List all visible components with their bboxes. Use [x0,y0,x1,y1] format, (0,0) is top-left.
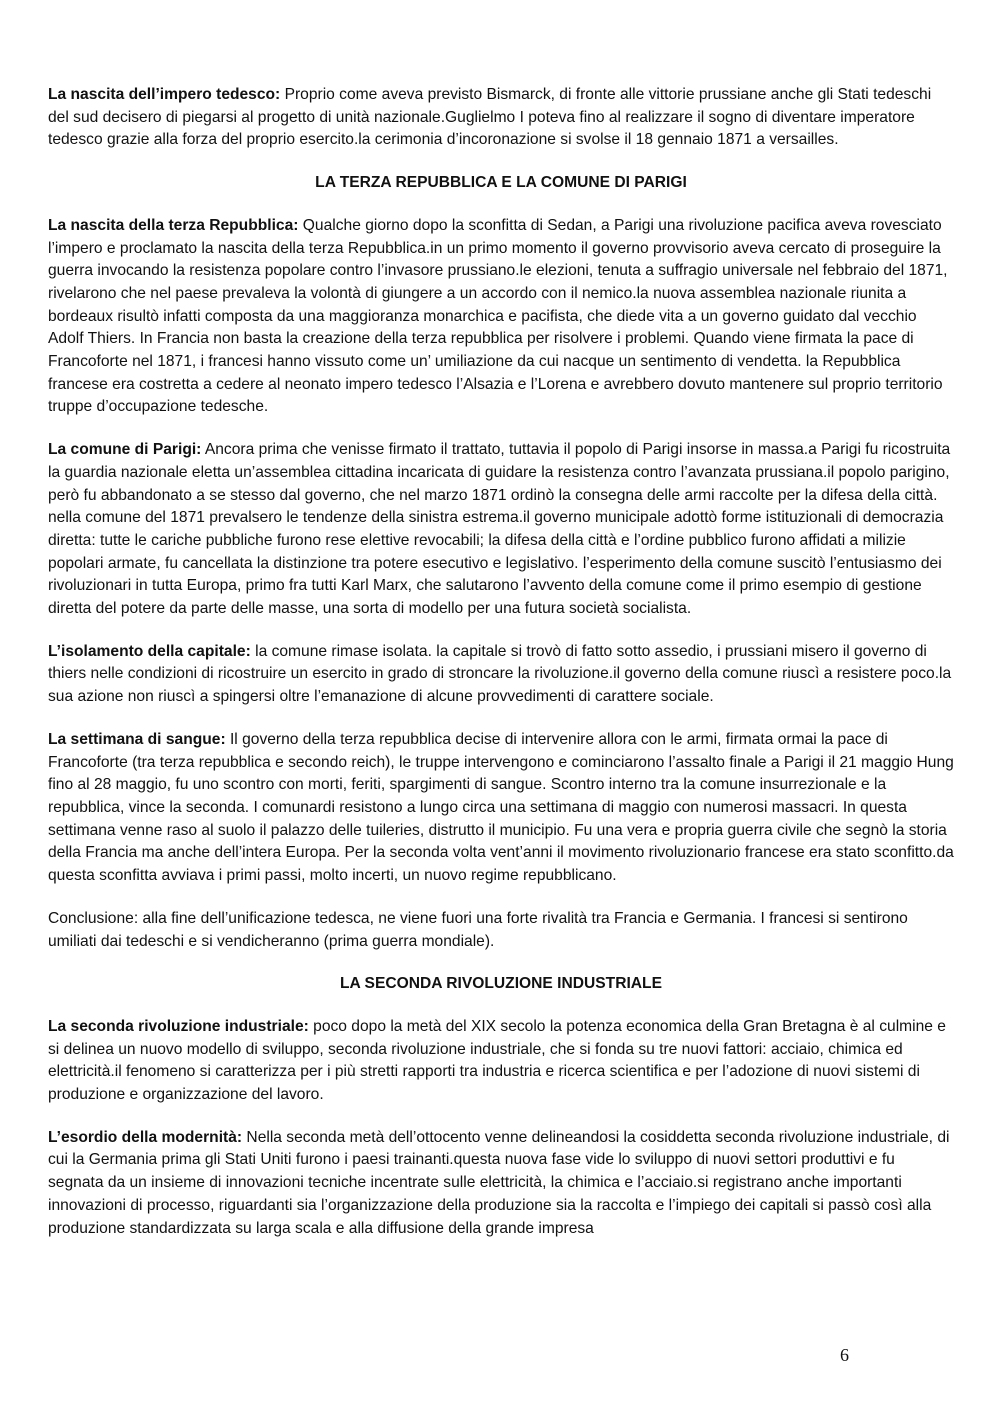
paragraph-lead: La comune di Parigi: [48,441,202,459]
paragraph-seconda-rivoluzione-industriale [48,1016,954,1107]
paragraph-esordio-modernita [48,1127,954,1241]
paragraph-comune-di-parigi [48,439,954,621]
paragraph-conclusione [48,908,954,953]
paragraph-body: Qualche giorno dopo la sconfitta di Sedan, a Parigi una rivoluzione pacifica aveva rovesciato l’impero e proclamato la nascita della terza Repubblica.in un primo momento il governo provvisorio aveva cercato di proseguire la guerra invocando la resistenza popolare contro l’invasore prussiano.le elezioni, tenuta a suffragio universale nel febbraio del 1871, rivelarono che nel paese prevaleva la volontà di giungere a un accordo con il nemico.la nuova assemblea nazionale riunita a bordeaux risultò infatti composta da una maggioranza monarchica e pacifista, che diede vita a un governo guidato dal vecchio Adolf Thiers. In Francia non basta la creazione della terza repubblica per risolvere i problemi. Quando viene firmata la pace di Francoforte nel 1871, i francesi hanno vissuto come un’ umiliazione da cui nacque un sentimento di vendetta. la Repubblica francese era costretta a cedere al neonato impero tedesco l’Alsazia e l’Lorena e avrebbero dovuto mantenere sul proprio territorio truppe d’occupazione tedesche. [48,216,948,416]
section-heading-terza-repubblica: LA TERZA REPUBBLICA E LA COMUNE DI PARIGI [315,174,687,192]
paragraph-lead: L’isolamento della capitale: [48,642,251,660]
paragraph-settimana-di-sangue [48,729,954,888]
paragraph-body: Ancora prima che venisse firmato il trattato, tuttavia il popolo di Parigi insorse in massa.a Parigi fu ricostruita la guardia nazionale eletta un’assemblea cittadina incaricata di guidare la resistenza contro l’avanzata prussiana.il popolo parigino, però fu abbandonato a se stesso dal governo, che nel marzo 1871 ordinò la consegna delle armi raccolte per la difesa della città. nella comune del 1871 prevalsero le tendenze della sinistra estrema.il governo municipale adottò forme istituzionali di democrazia diretta: tutte le cariche pubbliche furono rese elettive revocabili; la difesa della città e l’ordine pubblico furono affidati a milizie popolari armate, fu cancellata la distinzione tra potere esecutivo e legislativo. l’esperimento della comune suscitò l’entusiasmo dei rivoluzionari in tutta Europa, primo fra tutti Karl Marx, che salutarono l’avvento della comune come il primo esempio di gestione diretta del potere da parte delle masse, una sorta di modello per una futura società socialista. [48,441,951,618]
document-page [48,84,954,1260]
paragraph-isolamento-capitale [48,641,954,709]
section-heading-seconda-rivoluzione: LA SECONDA RIVOLUZIONE INDUSTRIALE [340,975,662,993]
paragraph-body: Proprio come aveva previsto Bismarck, di fronte alle vittorie prussiane anche gli Stati tedeschi del sud decisero di piegarsi al progetto di unità nazionale.Guglielmo I poteva fino al realizzare il sogno di diventare imperatore tedesco grazie alla forza del proprio esercito.la cerimonia d’incoronazione si svolse il 18 gennaio 1871 a versailles. [48,86,932,149]
paragraph-nascita-terza-repubblica [48,215,954,419]
paragraph-body: Nella seconda metà dell’ottocento venne delineandosi la cosiddetta seconda rivoluzione industriale, di cui la Germania prima gli Stati Uniti furono i paesi trainanti.questa nuova fase vide lo sviluppo di nuovi settori produttivi e fu segnata da un insieme di innovazioni tecniche incentrate sulle elettricità, la chimica e l’acciaio.si registrano anche importanti innovazioni di processo, riguardanti sia l’organizzazione della produzione sia la raccolta e l’impiego dei capitali si passò così alla produzione standardizzata su larga scala e alla diffusione della grande impresa [48,1128,950,1237]
paragraph-body: Conclusione: alla fine dell’unificazione tedesca, ne viene fuori una forte rivalità tra Francia e Germania. I francesi si sentirono umiliati dai tedeschi e si vendicheranno (prima guerra mondiale). [48,909,908,950]
paragraph-lead: La settimana di sangue: [48,730,226,748]
paragraph-nascita-impero-tedesco [48,84,954,152]
paragraph-lead: La nascita della terza Repubblica: [48,216,299,234]
paragraph-body: la comune rimase isolata. la capitale si trovò di fatto sotto assedio, i prussiani misero il governo di thiers nelle condizioni di ricostruire un esercito in grado di stroncare la rivoluzione.il governo della comune riuscì a resistere poco.la sua azione non riuscì a spingersi oltre l’emanazione di alcune provvedimenti di carattere sociale. [48,642,952,706]
paragraph-body: Il governo della terza repubblica decise di intervenire allora con le armi, firmata ormai la pace di Francoforte (tra terza repubblica e secondo reich), le truppe intervengono e cominciarono l’assalto finale a Parigi il 21 maggio Hung fino al 28 maggio, fu uno scontro con morti, feriti, spargimenti di sangue. Scontro interno tra la comune insurrezionale e la repubblica, vince la seconda. I comunardi resistono a lungo circa una settimana di maggio con numerosi massacri. In questa settimana venne raso al suolo il palazzo delle tuileries, distrutto il municipio. Fu una vera e propria guerra civile che segnò la storia della Francia ma anche dell’intera Europa. Per la seconda volta vent’anni il movimento rivoluzionario francese era stato sconfitto.da questa sconfitta avviava i primi passi, molto incerti, un nuovo regime repubblicano. [48,730,954,885]
paragraph-lead: La seconda rivoluzione industriale: [48,1017,309,1035]
paragraph-body: poco dopo la metà del XIX secolo la potenza economica della Gran Bretagna è al culmine e si delinea un nuovo modello di sviluppo, seconda rivoluzione industriale, che si fonda su tre nuovi fattori: acciaio, chimica ed elettricità.il fenomeno si caratterizza per i più stretti rapporti tra industria e ricerca scientifica e per l’adozione di nuovi sistemi di produzione e organizzazione del lavoro. [48,1017,946,1104]
paragraph-lead: L’esordio della modernità: [48,1128,243,1146]
paragraph-lead: La nascita dell’impero tedesco: [48,86,281,103]
page-number: 6 [840,1345,849,1365]
